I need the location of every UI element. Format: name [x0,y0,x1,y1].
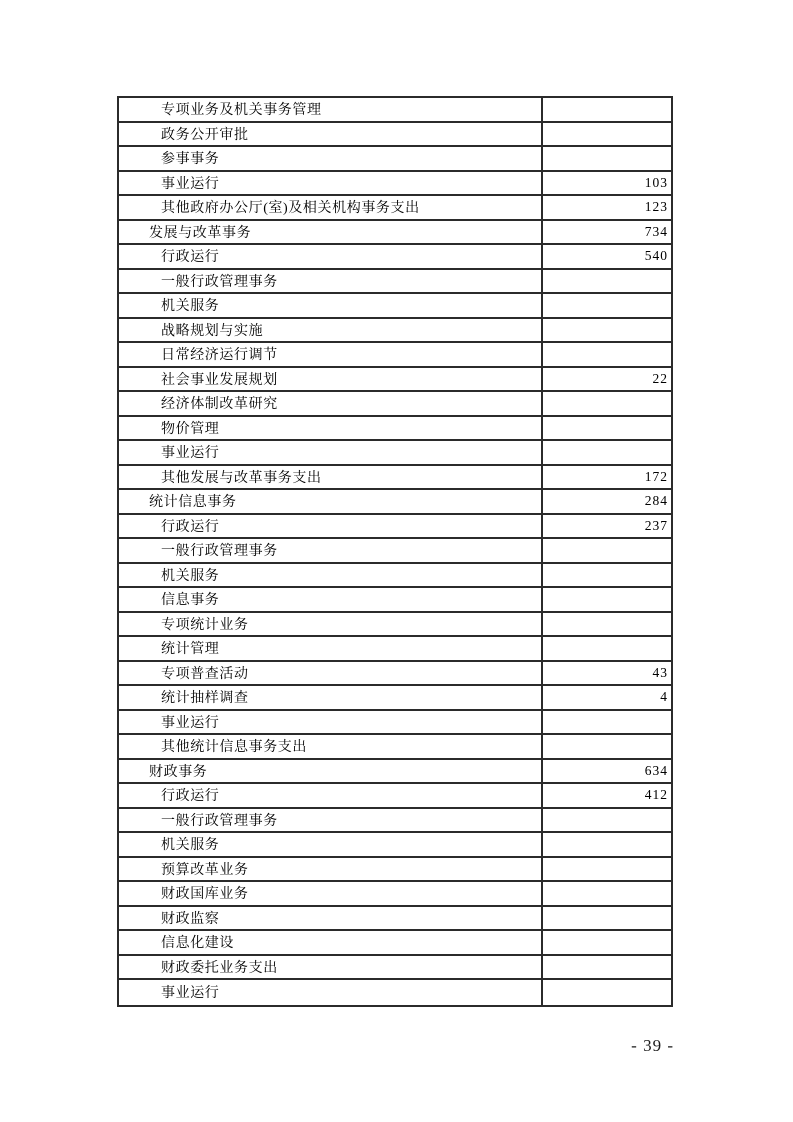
table-row [119,833,671,858]
item-label-cell: 预算改革业务 [119,858,543,881]
table-row [119,392,671,417]
item-label-cell: 机关服务 [119,833,543,856]
item-label-cell: 专项普查活动 [119,662,543,685]
amount-cell: 540 [644,248,668,264]
amount-cell: 634 [644,762,668,778]
item-label-cell: 事业运行 [119,441,543,464]
table-row [119,637,671,662]
table-row [119,613,671,638]
table-row [119,245,671,270]
item-label-cell: 事业运行 [119,980,543,1005]
item-label-cell: 物价管理 [119,417,543,440]
table-row [119,564,671,589]
item-label-cell: 机关服务 [119,294,543,317]
amount-cell [543,637,671,660]
item-label-cell: 行政运行 [119,515,543,538]
amount-cell [543,539,671,562]
amount-cell: 237 [644,517,668,533]
amount-cell [543,270,671,293]
amount-cell [543,735,671,758]
amount-cell: 103 [644,174,668,190]
item-label-cell: 其他发展与改革事务支出 [119,466,543,489]
table-row [119,980,671,1005]
table-row [119,515,671,540]
table-row [119,956,671,981]
table-row [119,196,671,221]
item-label-cell: 政务公开审批 [119,123,543,146]
amount-cell [543,907,671,930]
amount-cell [543,613,671,636]
item-label-cell: 其他政府办公厅(室)及相关机构事务支出 [119,196,543,219]
budget-expenditure-table [117,96,673,1007]
amount-cell [543,858,671,881]
item-label-cell: 战略规划与实施 [119,319,543,342]
table-row [119,417,671,442]
table-row [119,221,671,246]
table-row [119,147,671,172]
amount-cell [543,417,671,440]
item-label-cell: 行政运行 [119,784,543,807]
amount-cell [543,441,671,464]
table-row [119,588,671,613]
item-label-cell: 参事事务 [119,147,543,170]
item-label-cell: 统计管理 [119,637,543,660]
table-row [119,735,671,760]
item-label-cell: 信息事务 [119,588,543,611]
item-label-cell: 机关服务 [119,564,543,587]
table-row [119,172,671,197]
table-row [119,809,671,834]
item-label-cell: 行政运行 [119,245,543,268]
item-label-cell: 财政监察 [119,907,543,930]
amount-cell: 123 [644,199,668,215]
page-number: - 39 - [631,1036,674,1055]
table-row [119,98,671,123]
item-label-cell: 专项业务及机关事务管理 [119,98,543,121]
amount-cell: 734 [644,223,668,239]
amount-cell [543,588,671,611]
table-row [119,662,671,687]
table-row [119,711,671,736]
item-label-cell: 统计信息事务 [119,490,543,513]
item-label-cell: 发展与改革事务 [119,221,543,244]
table-row [119,368,671,393]
item-label-cell: 一般行政管理事务 [119,539,543,562]
table-row [119,931,671,956]
table-row [119,882,671,907]
amount-cell [543,123,671,146]
amount-cell [543,392,671,415]
amount-cell: 22 [652,370,668,386]
item-label-cell: 财政国库业务 [119,882,543,905]
amount-cell: 172 [644,468,668,484]
table-row [119,441,671,466]
item-label-cell: 事业运行 [119,711,543,734]
amount-cell [543,343,671,366]
item-label-cell: 统计抽样调查 [119,686,543,709]
amount-cell [543,147,671,170]
amount-cell: 43 [652,664,668,680]
table-row [119,294,671,319]
amount-cell [543,711,671,734]
item-label-cell: 其他统计信息事务支出 [119,735,543,758]
amount-cell [543,980,671,1005]
amount-cell: 412 [644,787,668,803]
table-row [119,784,671,809]
amount-cell: 284 [644,493,668,509]
item-label-cell: 经济体制改革研究 [119,392,543,415]
amount-cell [543,956,671,979]
table-row [119,343,671,368]
amount-cell [543,98,671,121]
item-label-cell: 事业运行 [119,172,543,195]
item-label-cell: 一般行政管理事务 [119,270,543,293]
table-row [119,270,671,295]
amount-cell: 4 [660,689,668,705]
table-row [119,466,671,491]
table-row [119,858,671,883]
table-row [119,123,671,148]
item-label-cell: 财政委托业务支出 [119,956,543,979]
amount-cell [543,809,671,832]
amount-cell [543,931,671,954]
item-label-cell: 专项统计业务 [119,613,543,636]
amount-cell [543,882,671,905]
item-label-cell: 日常经济运行调节 [119,343,543,366]
amount-cell [543,833,671,856]
table-row [119,686,671,711]
table-row [119,539,671,564]
table-row [119,760,671,785]
amount-cell [543,319,671,342]
amount-cell [543,564,671,587]
table-row [119,907,671,932]
item-label-cell: 财政事务 [119,760,543,783]
item-label-cell: 社会事业发展规划 [119,368,543,391]
table-row [119,319,671,344]
item-label-cell: 一般行政管理事务 [119,809,543,832]
item-label-cell: 信息化建设 [119,931,543,954]
amount-cell [543,294,671,317]
table-row [119,490,671,515]
